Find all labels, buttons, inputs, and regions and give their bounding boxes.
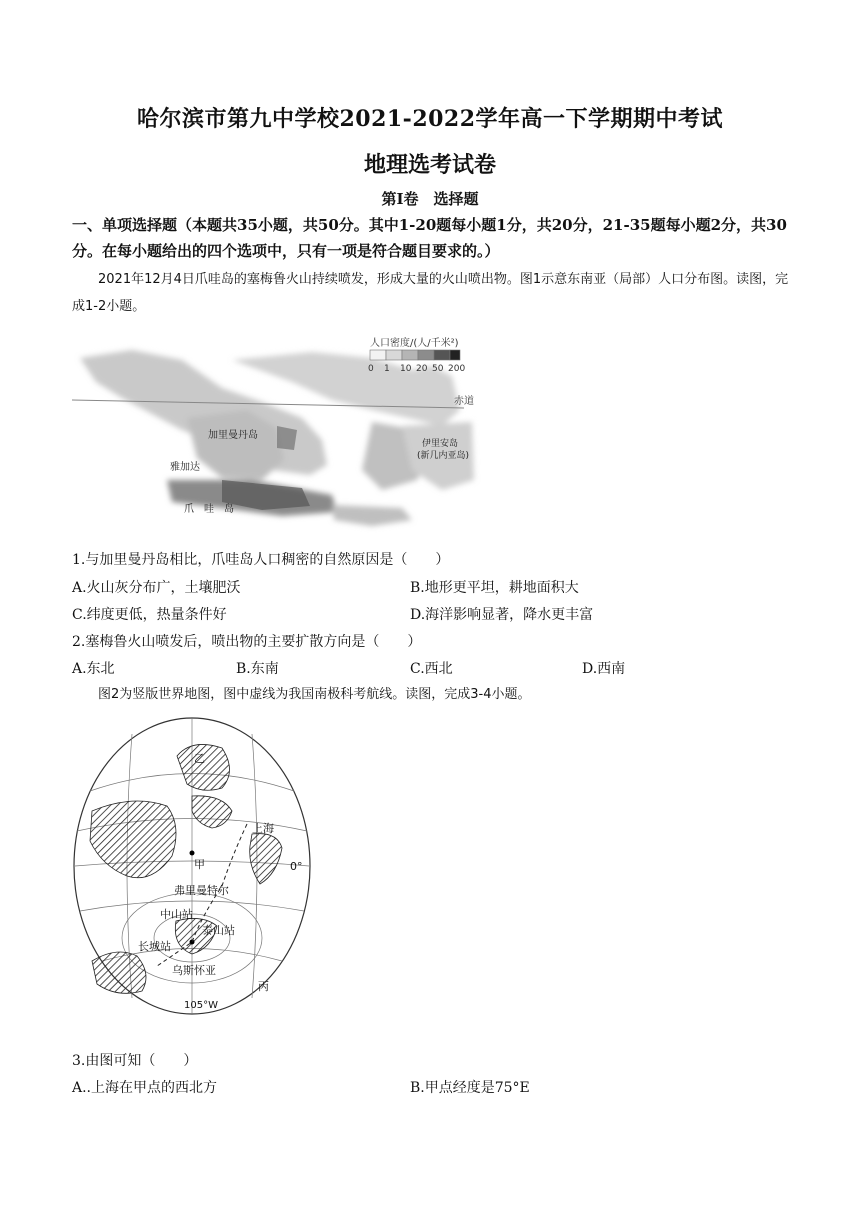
exam-title: 哈尔滨市第九中学校2021-2022学年高一下学期期中考试 <box>136 106 724 132</box>
label-changcheng: 长城站 <box>138 940 171 953</box>
java-label: 爪 哇 岛 <box>184 504 234 515</box>
figure-1-population-map <box>72 330 482 540</box>
q1-option-d[interactable]: D.海洋影响显著，降水更丰富 <box>410 607 594 623</box>
question-2-stem: 2.塞梅鲁火山喷发后，喷出物的主要扩散方向是（ ） <box>72 634 422 650</box>
legend-bar <box>370 350 460 360</box>
intro-paragraph-2: 图2为竖版世界地图，图中虚线为我国南极科考航线。读图，完成3-4小题。 <box>98 687 531 702</box>
question-1-stem: 1.与加里曼丹岛相比，爪哇岛人口稠密的自然原因是（ ） <box>72 552 450 568</box>
irian-sub-label: (新几内亚岛) <box>417 451 470 461</box>
question-3-stem: 3.由图可知（ ） <box>72 1053 198 1069</box>
q3-option-a[interactable]: A..上海在甲点的西北方 <box>72 1080 218 1096</box>
jakarta-label: 雅加达 <box>170 462 200 473</box>
label-jia: 甲 <box>194 858 205 871</box>
label-zhongshan: 中山站 <box>160 908 193 921</box>
part-title: 第Ⅰ卷 选择题 <box>381 190 479 208</box>
irian-label: 伊里安岛 <box>422 439 459 449</box>
q1-option-a[interactable]: A.火山灰分布广，土壤肥沃 <box>72 580 241 596</box>
figure-2-world-map <box>72 716 312 1016</box>
svg-text:10: 10 <box>400 364 412 374</box>
equator-label: 赤道 <box>454 396 474 407</box>
label-ushuaia: 乌斯怀亚 <box>172 964 216 977</box>
q2-option-b[interactable]: B.东南 <box>236 661 279 677</box>
q2-option-d[interactable]: D.西南 <box>582 661 626 677</box>
label-yi: 乙 <box>194 752 205 765</box>
q2-option-c[interactable]: C.西北 <box>410 661 453 677</box>
label-fremantle: 弗里曼特尔 <box>174 884 229 897</box>
intro-paragraph-1: 2021年12月4日爪哇岛的塞梅鲁火山持续喷发，形成大量的火山喷出物。图1示意东南亚（局部）人口分布图。读图，完成1-2小题。 <box>72 272 789 314</box>
exam-subtitle: 地理选考试卷 <box>363 152 496 178</box>
svg-text:50: 50 <box>432 364 444 374</box>
kalimantan-label: 加里曼丹岛 <box>208 430 258 441</box>
label-zero-degree: 0° <box>290 860 303 873</box>
svg-text:0: 0 <box>368 364 374 374</box>
label-105w: 105°W <box>184 1000 218 1011</box>
q2-option-a[interactable]: A.东北 <box>72 661 115 677</box>
svg-text:20: 20 <box>416 364 428 374</box>
label-bing: 丙 <box>258 980 269 993</box>
q3-option-b[interactable]: B.甲点经度是75°E <box>410 1080 530 1096</box>
section-heading: 一、单项选择题（本题共35小题，共50分。其中1-20题每小题1分，共20分，21-35题每小题2分，共30分。在每小题给出的四个选项中，只有一项是符合题目要求的。） <box>72 216 787 260</box>
svg-text:200: 200 <box>448 364 466 374</box>
label-shanghai: 上海 <box>252 822 274 835</box>
legend-title: 人口密度/(人/千米²) <box>370 338 459 349</box>
svg-text:1: 1 <box>384 364 390 374</box>
q1-option-b[interactable]: B.地形更平坦，耕地面积大 <box>410 580 579 596</box>
q1-option-c[interactable]: C.纬度更低，热量条件好 <box>72 607 227 623</box>
label-taishan: 泰山站 <box>202 924 235 937</box>
